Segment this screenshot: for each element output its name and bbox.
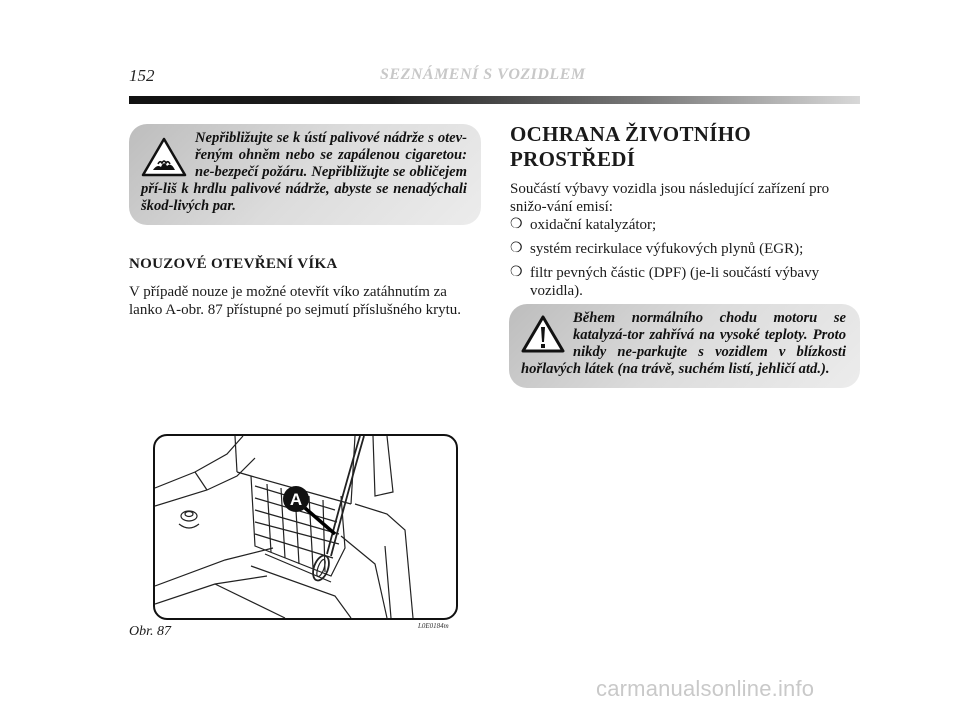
emissions-devices-list <box>510 216 862 306</box>
list-item <box>510 240 862 258</box>
callout-label-a: A <box>289 490 303 509</box>
figure-caption: Obr. 87 <box>129 624 172 639</box>
list-item-text: oxidační katalyzátor; <box>530 217 657 233</box>
catalyst-warning-text: Během normálního chodu motoru se katalyzá-tor zahřívá na vysoké teploty. Proto nikdy ne-parkujte s vozidlem v blízkosti hořlavých látek (na trávě, suchém listí, jehličí atd.). <box>521 310 846 377</box>
watermark: carmanualsonline.info <box>596 676 815 701</box>
fuel-warning-box <box>129 124 481 225</box>
fuel-warning-text: Nepřibližujte se k ústí palivové nádrže s otev-řeným ohněm nebo se zapálenou cigaretou: ne-bezpečí požáru. Nepřibližujte se obličejem pří-liš k hrdlu palivové nádrže, abyste se nenadýchali škod-livých par. <box>141 130 467 214</box>
list-item-text: filtr pevných částic (DPF) (je-li součástí výbavy vozidla). <box>530 265 820 299</box>
bullet-circle-icon: ❍ <box>510 217 523 232</box>
list-item <box>510 264 862 300</box>
figure-87 <box>153 434 458 620</box>
bullet-circle-icon: ❍ <box>510 241 523 256</box>
exclamation-warning-icon <box>521 314 565 354</box>
fuel-flap-illustration <box>155 436 456 618</box>
catalyst-warning-box <box>509 304 860 388</box>
emergency-opening-paragraph: V případě nouze je možné otevřít víko zatáhnutím za lanko A-obr. 87 přístupné po sejmutí příslušného krytu. <box>129 284 462 318</box>
emergency-opening-heading: NOUZOVÉ OTEVŘENÍ VÍKA <box>129 256 338 272</box>
bullet-circle-icon: ❍ <box>510 265 523 280</box>
section-title: SEZNÁMENÍ S VOZIDLEM <box>380 66 586 83</box>
emissions-paragraph: Součástí výbavy vozidla jsou následující zařízení pro snižo-vání emisí: <box>510 181 830 215</box>
figure-code: L0E0184m <box>418 622 449 630</box>
list-item <box>510 216 862 234</box>
header-rule <box>129 96 860 104</box>
environment-heading: OCHRANA ŽIVOTNÍHO PROSTŘEDÍ <box>510 122 751 171</box>
fire-warning-icon <box>141 136 187 178</box>
page-number: 152 <box>129 66 155 85</box>
list-item-text: systém recirkulace výfukových plynů (EGR); <box>530 241 804 257</box>
